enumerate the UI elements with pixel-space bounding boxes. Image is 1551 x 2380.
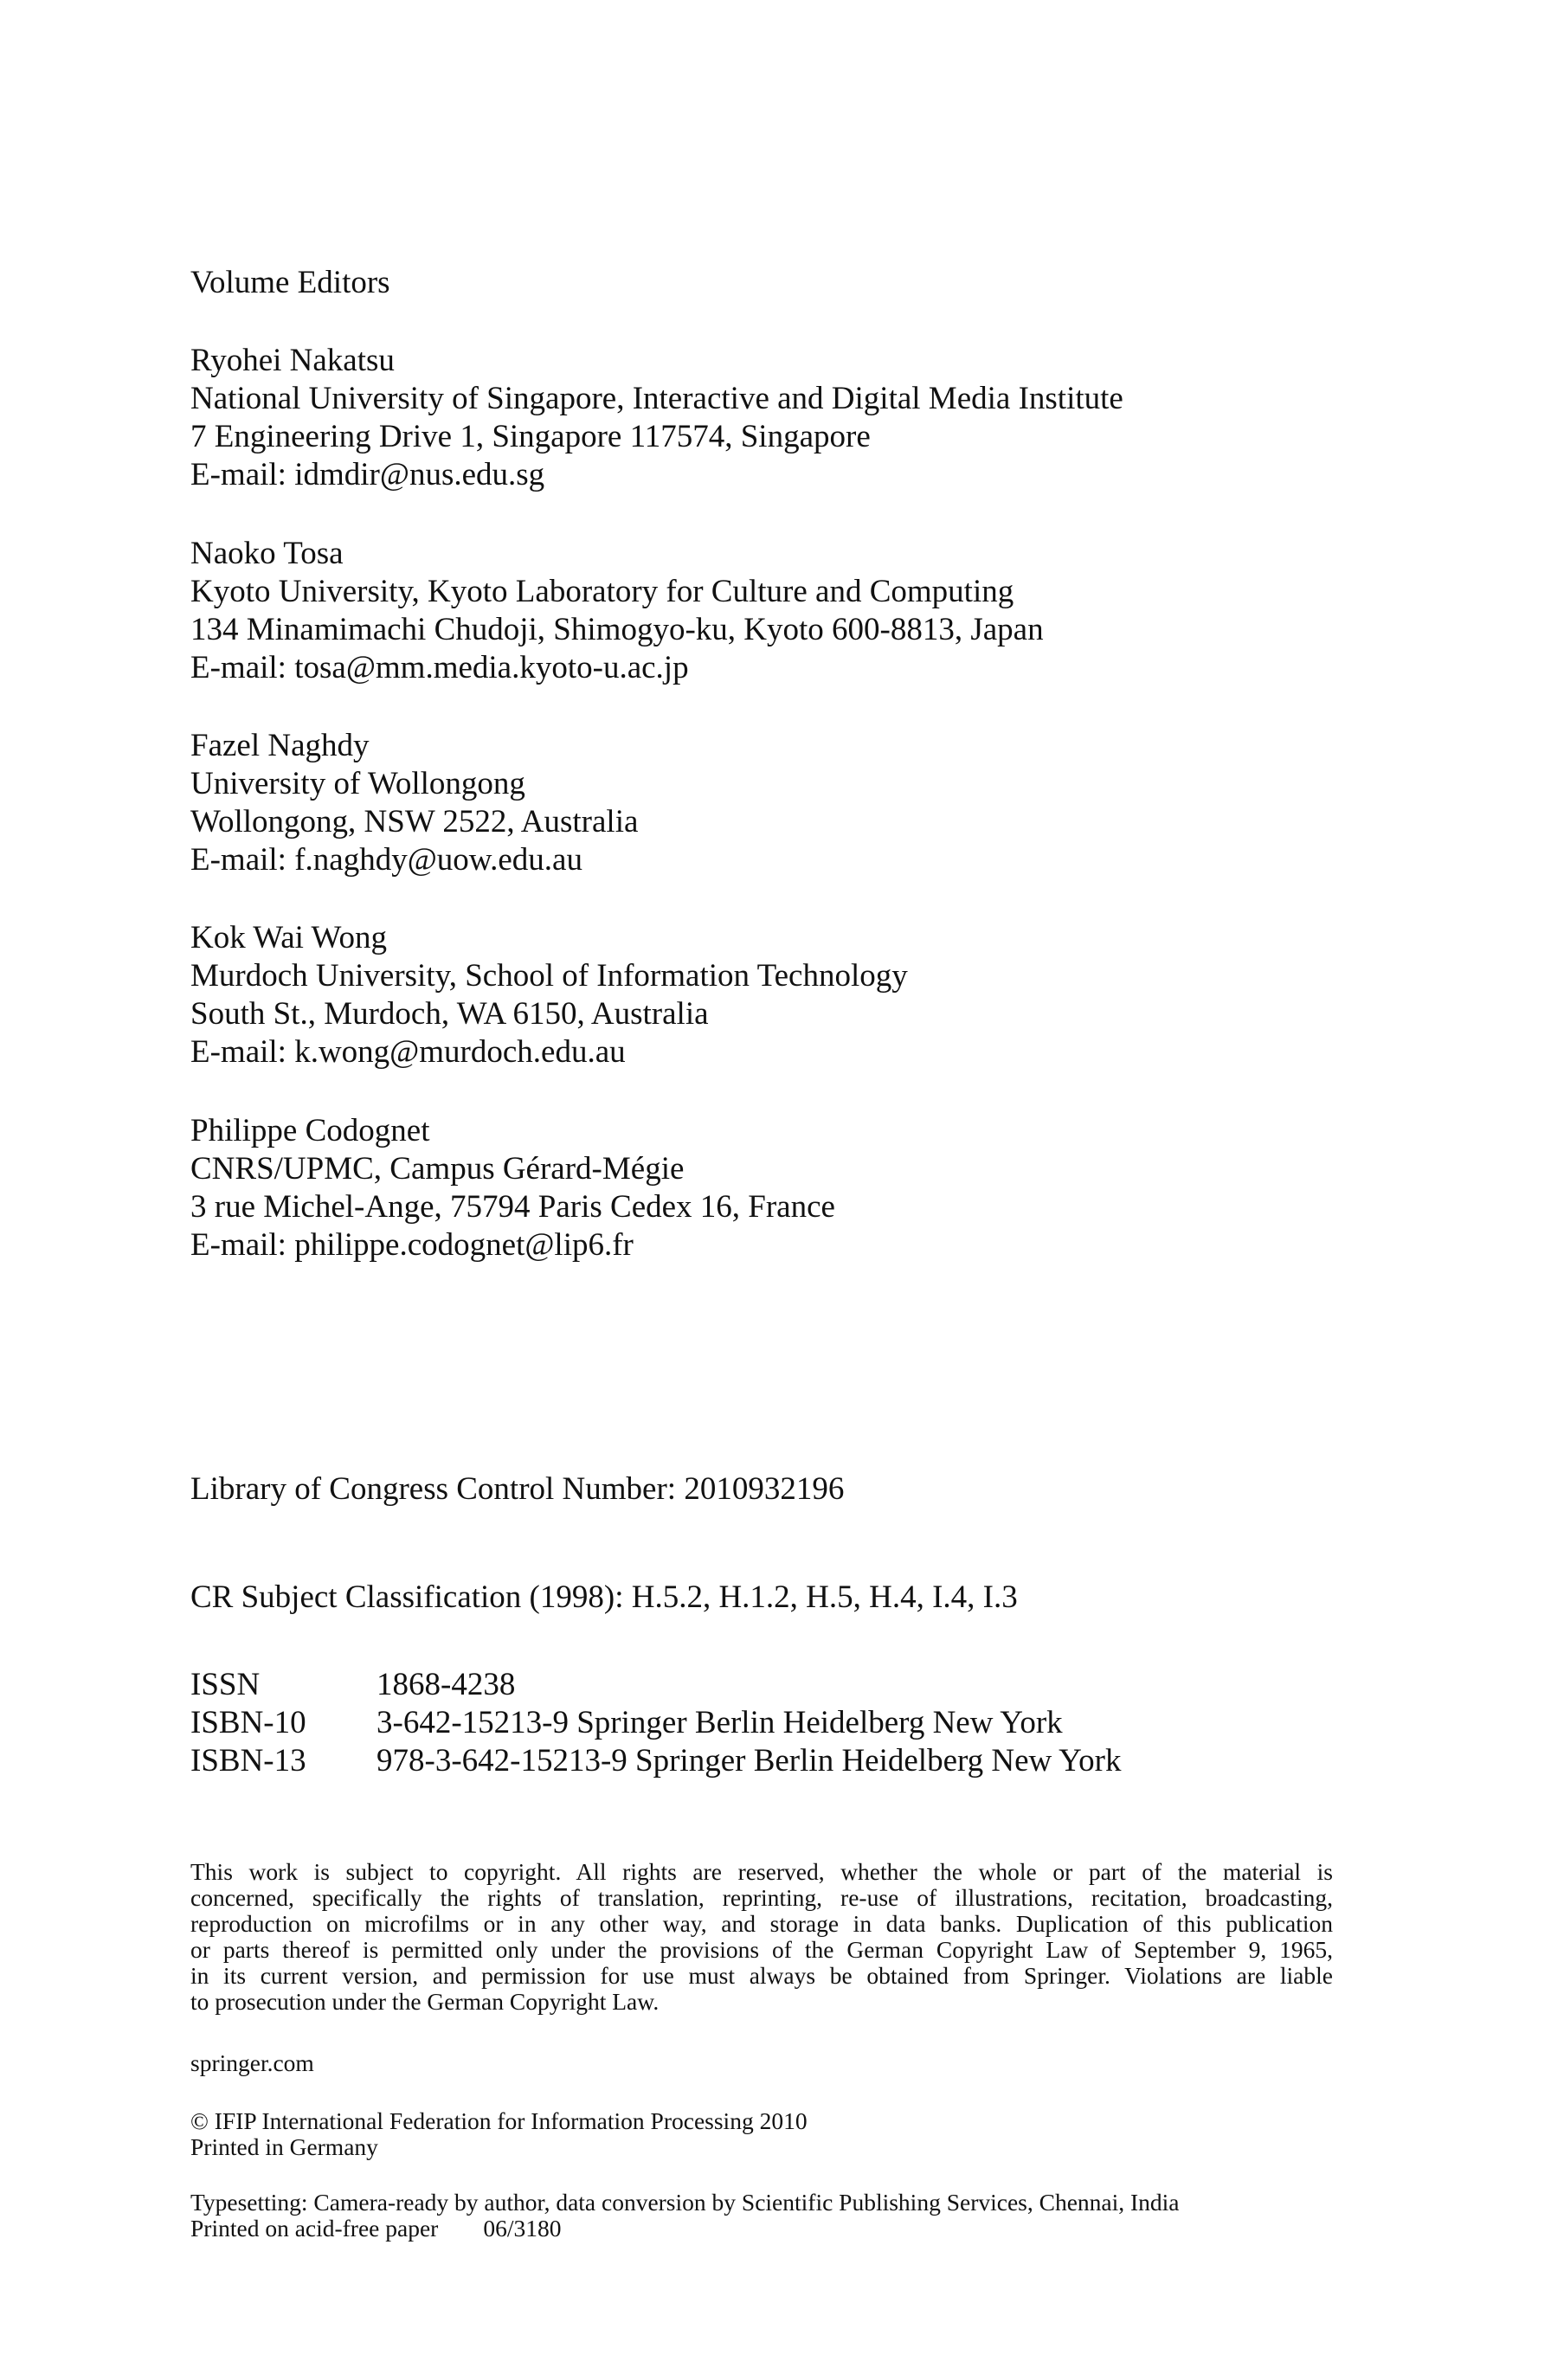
copyright-notice-line: or parts thereof is permitted only under the provisions of the German Copyright Law of September 9, 1965, [190,1936,1333,1963]
paper-line [190,2216,1180,2242]
editor-name: Naoko Tosa [190,536,344,571]
imprint-block [190,2108,808,2160]
copyright-notice-line: concerned, specifically the rights of translation, reprinting, re-use of illustrations, recitation, broadcasting, [190,1884,1333,1911]
copyright-notice-line: in its current version, and permission for use must always be obtained from Springer. Violations are liable [190,1962,1333,1989]
copyright-notice-line: to prosecution under the German Copyright Law. [190,1988,660,2015]
identifier-label: ISBN-10 [190,1705,306,1740]
identifier-label: ISBN-13 [190,1743,306,1779]
editor-email: E-mail: f.naghdy@uow.edu.au [190,842,582,878]
editor-name: Philippe Codognet [190,1113,430,1148]
editor-affiliation: CNRS/UPMC, Campus Gérard-Mégie [190,1151,685,1187]
publisher-website: springer.com [190,2049,314,2076]
editor-affiliation: National University of Singapore, Interactive and Digital Media Institute [190,381,1123,416]
typesetting-line: Typesetting: Camera-ready by author, data conversion by Scientific Publishing Services, Chennai, India [190,2189,1180,2216]
editor-affiliation: University of Wollongong [190,766,525,801]
editor-email: E-mail: idmdir@nus.edu.sg [190,457,545,492]
editor-address: 134 Minamimachi Chudoji, Shimogyo-ku, Kyoto 600-8813, Japan [190,612,1044,647]
printed-in-line: Printed in Germany [190,2133,378,2160]
editor-block [190,727,638,879]
editor-block [190,342,1123,494]
identifier-row [190,1742,1121,1780]
identifier-value: 1868-4238 [376,1667,516,1702]
copyright-page [190,0,1376,2380]
copyright-notice-line: This work is subject to copyright. All rights are reserved, whether the whole or part of the material is [190,1858,1333,1885]
identifier-table [190,1666,1121,1780]
editor-block [190,919,908,1071]
editor-address: South St., Murdoch, WA 6150, Australia [190,996,709,1032]
editor-block [190,535,1044,687]
editor-email: E-mail: tosa@mm.media.kyoto-u.ac.jp [190,650,689,685]
volume-editors-heading: Volume Editors [190,265,390,300]
cr-classification-line: CR Subject Classification (1998): H.5.2, H.1.2, H.5, H.4, I.4, I.3 [190,1579,1018,1615]
paper-note: Printed on acid-free paper [190,2215,439,2242]
editor-affiliation: Murdoch University, School of Information Technology [190,958,908,994]
production-block [190,2190,1180,2242]
copyright-notice [190,1859,1333,2015]
editor-address: 3 rue Michel-Ange, 75794 Paris Cedex 16, France [190,1189,835,1225]
editor-email: E-mail: philippe.codognet@lip6.fr [190,1227,634,1263]
identifier-value: 3-642-15213-9 Springer Berlin Heidelberg New York [376,1705,1063,1740]
editor-affiliation: Kyoto University, Kyoto Laboratory for Culture and Computing [190,574,1014,609]
editor-address: Wollongong, NSW 2522, Australia [190,804,639,839]
print-code: 06/3180 [483,2215,562,2242]
editor-block [190,1112,835,1264]
editor-name: Kok Wai Wong [190,920,388,955]
editor-name: Fazel Naghdy [190,728,370,763]
editor-address: 7 Engineering Drive 1, Singapore 117574, Singapore [190,419,871,454]
identifier-row [190,1666,1121,1704]
copyright-holder-line: © IFIP International Federation for Information Processing 2010 [190,2107,808,2134]
copyright-notice-line: reproduction on microfilms or in any other way, and storage in data banks. Duplication of this publication [190,1910,1333,1937]
editor-email: E-mail: k.wong@murdoch.edu.au [190,1034,626,1070]
editor-name: Ryohei Nakatsu [190,343,395,378]
identifier-value: 978-3-642-15213-9 Springer Berlin Heidelberg New York [376,1743,1122,1779]
identifier-row [190,1704,1121,1742]
lccn-line: Library of Congress Control Number: 2010932196 [190,1471,845,1507]
identifier-label: ISSN [190,1667,261,1702]
